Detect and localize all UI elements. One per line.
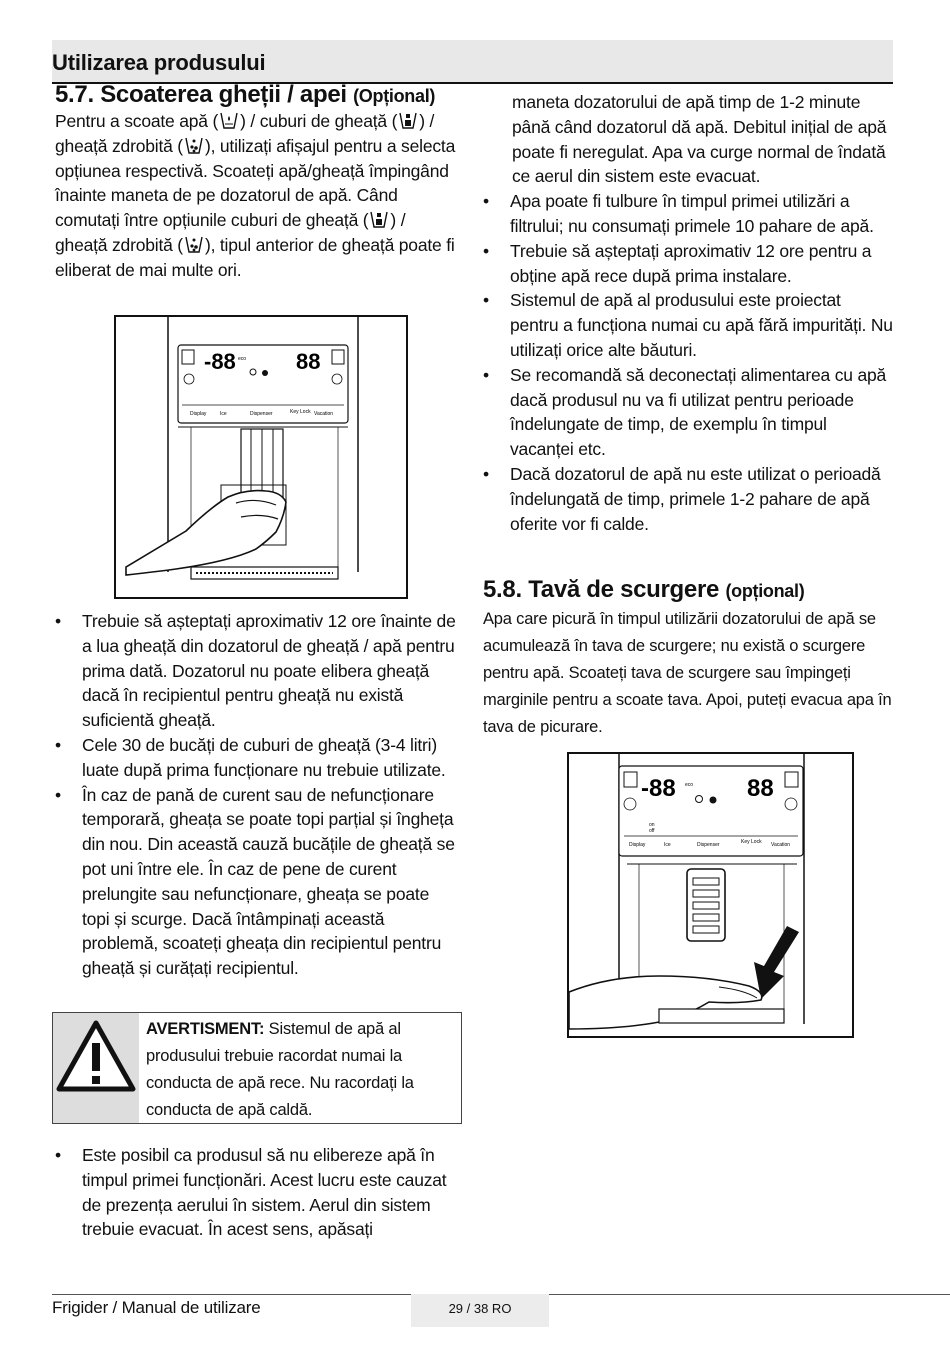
list-item: • În caz de pană de curent sau de nefuncționare temporară, gheața se poate topi parțial și îngheța din nou. Din această cauză bucățile de gheață se pot uni între ele. În caz de pene de curent prelungite sau nefuncționare, gheața se poate topi și scurge. Dacă întâmpinați această problemă, scoateți gheața din recipientul pentru gheață și curățați recipientul. bbox=[55, 783, 460, 981]
list-item: • Sistemul de apă al produsului este proiectat pentru a funcționa numai cu apă fără impurități. Nu utilizați orice alte băuturi. bbox=[483, 288, 893, 362]
panel-btn-vacation: Vacation bbox=[771, 842, 791, 848]
intro-text-6: ), tipul anterior de gheață poate fi eliberat de mai multe ori. bbox=[55, 234, 455, 280]
panel-btn-display: Display bbox=[190, 411, 207, 417]
panel-eco: eco bbox=[685, 782, 694, 788]
ice-cube-icon bbox=[397, 111, 419, 131]
warning-triangle-icon bbox=[53, 1013, 139, 1123]
list-item: • Se recomandă să deconectați alimentarea cu apă dacă produsul nu va fi utilizat pentru perioade îndelungate de timp, de exemplu în timpul vacanței etc. bbox=[483, 363, 893, 462]
right-column bbox=[483, 90, 893, 536]
bullet-list-left bbox=[55, 609, 460, 981]
crushed-ice-icon bbox=[183, 235, 205, 255]
panel-btn-keylock: Key Lock bbox=[741, 839, 762, 845]
intro-text-5: ) / gheață zdrobită ( bbox=[55, 210, 406, 255]
bullet-list-left-2 bbox=[55, 1143, 460, 1242]
intro-text-1: Pentru a scoate apă ( bbox=[55, 111, 219, 131]
list-item: • Apa poate fi tulbure în timpul primei utilizări a filtrului; nu consumați primele 10 pahare de apă. bbox=[483, 189, 893, 239]
panel-temp-left: -88 bbox=[641, 775, 676, 802]
panel-on: on bbox=[649, 822, 655, 828]
heading-text: 5.8. Tavă de scurgere bbox=[483, 576, 720, 603]
warning-box bbox=[52, 1012, 462, 1124]
page-title: Utilizarea produsului bbox=[52, 50, 266, 75]
panel-off: off bbox=[649, 828, 655, 834]
warning-label: AVERTISMENT: bbox=[146, 1020, 265, 1038]
warning-text bbox=[146, 1016, 456, 1124]
intro-paragraph bbox=[55, 109, 460, 283]
dispenser-illustration bbox=[116, 317, 406, 597]
water-dispense-icon bbox=[218, 111, 240, 131]
figure-drip-tray bbox=[567, 752, 854, 1038]
intro-text-2: ) / cuburi de gheață ( bbox=[240, 111, 398, 131]
drip-tray-paragraph: Apa care picură în timpul utilizării dozatorului de apă se acumulează în tava de scurgere; nu există o scurgere pentru apă. Scoateți tava de scurgere sau împingeți marginile pentru a scoate tava. Apoi, puteți evacua apa în tava de picurare. bbox=[483, 610, 892, 736]
intro-text-4: ), utilizați afișajul pentru a selecta opțiunea respectivă. Scoateți apă/gheață împingând înainte maneta de pe dozatorul de apă. Când comutați între opțiunile cuburi de gheață ( bbox=[55, 135, 456, 231]
list-item: • Trebuie să așteptați aproximativ 12 ore înainte de a lua gheață din dozatorul de gheață / apă pentru prima dată. Dozatorul nu poate elibera gheață dacă în recipientul pentru gheață nu există suficientă gheață. bbox=[55, 609, 460, 733]
list-item: • Este posibil ca produsul să nu elibereze apă în timpul primei funcționări. Acest lucru este cauzat de prezența aerului în sistem. Aerul din sistem trebuie evacuat. În acest sens, apăsați bbox=[55, 1143, 460, 1242]
panel-btn-ice: Ice bbox=[664, 842, 671, 848]
intro-text-3: ) / gheață zdrobită ( bbox=[55, 111, 435, 156]
list-item: • Trebuie să așteptați aproximativ 12 ore pentru a obține apă rece după prima instalare. bbox=[483, 239, 893, 289]
warning-body: Sistemul de apă al produsului trebuie racordat numai la conducta de apă rece. Nu racordați la conducta de apă caldă. bbox=[146, 1020, 414, 1119]
section-5-7 bbox=[55, 82, 460, 283]
ice-cube-icon bbox=[368, 210, 390, 230]
figure-dispenser-hand bbox=[114, 315, 408, 599]
heading-optional: (opțional) bbox=[725, 581, 805, 601]
section-5-8 bbox=[483, 577, 893, 741]
footer-page-number: 29 / 38 RO bbox=[411, 1294, 549, 1327]
panel-btn-dispenser: Dispenser bbox=[250, 411, 273, 417]
list-item: • Dacă dozatorul de apă nu este utilizat o perioadă îndelungată de timp, primele 1-2 pahare de apă oferite vor fi calde. bbox=[483, 462, 893, 536]
heading-text: 5.7. Scoaterea gheții / apei bbox=[55, 81, 347, 108]
panel-btn-display: Display bbox=[629, 842, 646, 848]
panel-temp-right: 88 bbox=[747, 775, 774, 802]
section-heading bbox=[55, 82, 460, 109]
panel-btn-vacation: Vacation bbox=[314, 411, 334, 417]
panel-btn-ice: Ice bbox=[220, 411, 227, 417]
panel-temp-right: 88 bbox=[296, 349, 321, 374]
heading-optional: (Opțional) bbox=[353, 86, 436, 106]
panel-btn-dispenser: Dispenser bbox=[697, 842, 720, 848]
list-item: • Cele 30 de bucăți de cuburi de gheață (3-4 litri) luate după prima funcționare nu trebuie utilizate. bbox=[55, 733, 460, 783]
warning-icon-cell bbox=[53, 1013, 139, 1123]
crushed-ice-icon bbox=[183, 136, 205, 156]
section-heading bbox=[483, 577, 893, 604]
drip-tray-illustration bbox=[569, 754, 852, 1036]
footer-manual-title: Frigider / Manual de utilizare bbox=[52, 1298, 261, 1317]
panel-btn-keylock: Key Lock bbox=[290, 409, 311, 415]
continuation-text: maneta dozatorului de apă timp de 1-2 minute până când dozatorul dă apă. Debitul inițial de apă poate fi neregulat. Apa va curge normal de îndată ce aerul din sistem este evacuat. bbox=[512, 92, 887, 187]
panel-temp-left: -88 bbox=[204, 349, 236, 374]
panel-eco: eco bbox=[238, 356, 247, 362]
